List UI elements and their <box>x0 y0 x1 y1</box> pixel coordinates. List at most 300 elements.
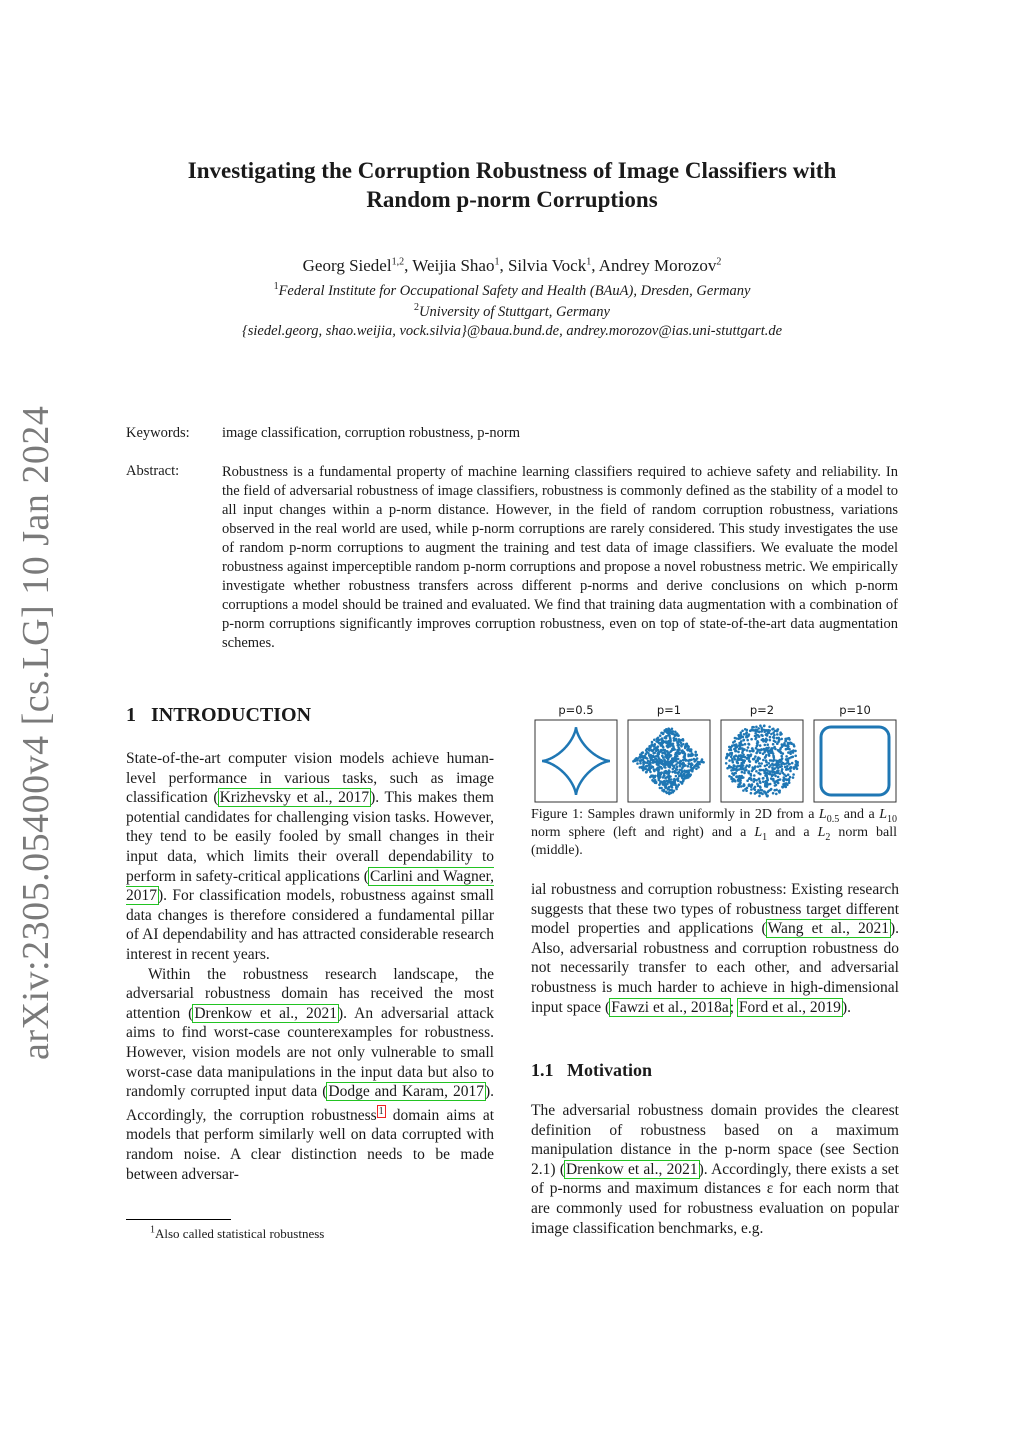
sample-point <box>666 731 669 734</box>
sample-point <box>669 736 672 739</box>
sample-point <box>750 788 753 791</box>
sample-point <box>732 741 735 744</box>
sample-point <box>644 761 647 764</box>
sample-point <box>741 777 744 780</box>
sample-point <box>733 779 736 782</box>
sample-point <box>780 765 783 768</box>
sample-point <box>687 765 690 768</box>
sample-point <box>653 739 656 742</box>
sample-point <box>783 785 786 788</box>
sample-point <box>672 768 675 771</box>
sample-point <box>659 787 662 790</box>
sample-point <box>783 773 786 776</box>
sample-point <box>744 728 747 731</box>
sample-point <box>742 789 745 792</box>
sample-point <box>649 746 652 749</box>
sample-point <box>769 759 772 762</box>
sample-point <box>658 751 661 754</box>
sample-point <box>766 732 769 735</box>
sample-point <box>772 731 775 734</box>
sample-point <box>796 768 799 771</box>
sample-point <box>748 733 751 736</box>
right-column-paragraph <box>531 880 899 1017</box>
sample-point <box>768 729 771 732</box>
sample-point <box>762 753 765 756</box>
sample-point <box>666 780 669 783</box>
sample-point <box>765 759 768 762</box>
sample-point <box>758 749 761 752</box>
sample-point <box>739 734 742 737</box>
sample-point <box>677 758 680 761</box>
sample-point <box>754 755 757 758</box>
citation-link[interactable]: Carlini and Wagner, 2017 <box>126 867 494 905</box>
sample-point <box>736 760 739 763</box>
sample-point <box>793 766 796 769</box>
text-run: Figure 1: Samples drawn uniformly in 2D from a <box>531 807 819 822</box>
sample-point <box>677 746 680 749</box>
sample-point <box>685 759 688 762</box>
text-run: ). Accordingly, there exists a set of p-norms and maximum distances ε for each norm that are commonly used for robustness evaluation on popular image classification benchmarks, e.g. <box>531 1160 899 1237</box>
sample-point <box>685 777 688 780</box>
sample-point <box>787 773 790 776</box>
sample-point <box>756 740 759 743</box>
citation-link[interactable]: Wang et al., 2021 <box>767 920 889 938</box>
sample-point <box>789 770 792 773</box>
sample-point <box>757 765 760 768</box>
sample-point <box>759 782 762 785</box>
sample-point <box>677 734 680 737</box>
section-title: INTRODUCTION <box>151 704 312 726</box>
text-run: and a <box>839 807 880 822</box>
subsection-title: Motivation <box>567 1060 652 1080</box>
sample-point <box>676 755 679 758</box>
citation-link[interactable]: Drenkow et al., 2021 <box>194 1004 338 1022</box>
sample-point <box>743 748 746 751</box>
sample-point <box>763 730 766 733</box>
sample-point <box>663 782 666 785</box>
text-run: Within the robustness research landscape, the adversarial robustness domain has received the most attention ( <box>126 965 494 1022</box>
sample-point <box>664 737 667 740</box>
sample-point <box>741 730 744 733</box>
sample-point <box>695 768 698 771</box>
sample-point <box>779 778 782 781</box>
sample-point <box>739 747 742 750</box>
sample-point <box>752 726 755 729</box>
sample-point <box>740 764 743 767</box>
sample-point <box>643 755 646 758</box>
math-subscript: 2 <box>825 831 831 843</box>
sample-point <box>769 770 772 773</box>
sample-point <box>768 762 771 765</box>
sample-point <box>687 755 690 758</box>
sample-point <box>668 770 671 773</box>
sample-point <box>763 748 766 751</box>
sample-point <box>761 734 764 737</box>
sample-point <box>794 755 797 758</box>
sample-point <box>682 752 685 755</box>
sample-point <box>761 789 764 792</box>
sample-point <box>749 750 752 753</box>
sample-point <box>787 761 790 764</box>
sample-point <box>678 761 681 764</box>
sample-point <box>774 784 777 787</box>
panel-label-p1: p=1 <box>656 703 682 717</box>
sample-point <box>666 762 669 765</box>
sample-point <box>675 775 678 778</box>
sample-point <box>766 794 769 797</box>
sample-point <box>788 738 791 741</box>
text-run: domain aims at models that perform similarly well on data corrupted with random noise. A clear distinction needs to be made between adversar- <box>126 1106 494 1183</box>
sample-point <box>777 737 780 740</box>
sample-point <box>660 732 663 735</box>
sample-point <box>785 755 788 758</box>
sample-point <box>782 783 785 786</box>
sample-point <box>760 762 763 765</box>
l2-ball-samples <box>725 724 799 797</box>
sample-point <box>772 779 775 782</box>
title-line-1: Investigating the Corruption Robustness of Image Classifiers with <box>187 158 837 183</box>
sample-point <box>667 787 670 790</box>
sample-point <box>791 762 794 765</box>
sample-point <box>759 751 762 754</box>
sample-point <box>750 738 753 741</box>
citation-link[interactable]: Drenkow et al., 2021 <box>565 1160 698 1178</box>
citation-link[interactable]: Dodge and Karam, 2017 <box>328 1083 484 1101</box>
text-run: ; <box>729 998 738 1016</box>
sample-point <box>657 737 660 740</box>
sample-point <box>759 785 762 788</box>
sample-point <box>786 748 789 751</box>
sample-point <box>789 751 792 754</box>
sample-point <box>651 779 654 782</box>
sample-point <box>774 741 777 744</box>
sample-point <box>691 770 694 773</box>
sample-point <box>769 783 772 786</box>
sample-point <box>762 777 765 780</box>
sample-point <box>759 744 762 747</box>
sample-point <box>740 762 743 765</box>
sample-point <box>747 743 750 746</box>
motivation-paragraph <box>531 1101 899 1238</box>
left-column <box>126 749 494 1184</box>
arxiv-identifier: arXiv:2305.05400v4 [cs.LG] 10 Jan 2024 <box>15 405 57 1060</box>
sample-point <box>672 747 675 750</box>
sample-point <box>771 749 774 752</box>
footnote-link[interactable]: 1 <box>378 1105 384 1117</box>
text-run: ial robustness and corruption robustness: Existing research suggests that these two types of robustness target different model properties and applications ( <box>531 881 899 938</box>
keywords-label: Keywords: <box>126 425 190 441</box>
text-run: ). For classification models, robustness against small data changes is therefore considered a fundamental pillar of AI dependability and has attracted considerable research interest in recent years. <box>126 887 494 963</box>
math-subscript: 1 <box>762 831 768 843</box>
sample-point <box>782 752 785 755</box>
sample-point <box>669 782 672 785</box>
sample-point <box>782 744 785 747</box>
affiliation-2-text: University of Stuttgart, Germany <box>419 304 610 320</box>
math-symbol: L <box>879 807 887 822</box>
sample-point <box>696 761 699 764</box>
sample-point <box>652 760 655 763</box>
sample-point <box>786 768 789 771</box>
sample-point <box>784 740 787 743</box>
sample-point <box>743 733 746 736</box>
citation-link[interactable]: Krizhevsky et al., 2017 <box>219 789 370 807</box>
sample-point <box>767 750 770 753</box>
affiliation-1-text: Federal Institute for Occupational Safety and Health (BAuA), Dresden, Germany <box>278 283 751 299</box>
sample-point <box>649 756 652 759</box>
sample-point <box>759 765 762 768</box>
sample-point <box>774 775 777 778</box>
sample-point <box>676 751 679 754</box>
sample-point <box>731 772 734 775</box>
sample-point <box>685 744 688 747</box>
right-paragraph-1 <box>531 880 899 1017</box>
sample-point <box>780 755 783 758</box>
sample-point <box>750 784 753 787</box>
sample-point <box>737 751 740 754</box>
figure-1-plots <box>534 719 898 803</box>
sample-point <box>773 789 776 792</box>
sample-point <box>689 773 692 776</box>
sample-point <box>741 756 744 759</box>
sample-point <box>680 745 683 748</box>
l1-ball-samples <box>632 727 705 795</box>
sample-point <box>732 761 735 764</box>
sample-point <box>670 762 673 765</box>
sample-point <box>757 756 760 759</box>
sample-point <box>742 739 745 742</box>
sample-point <box>766 776 769 779</box>
author-4: Andrey Morozov <box>598 256 717 275</box>
sample-point <box>789 767 792 770</box>
sample-point <box>675 763 678 766</box>
sample-point <box>669 754 672 757</box>
subsection-number: 1.1 <box>531 1060 554 1080</box>
intro-paragraph-1 <box>126 749 494 965</box>
sample-point <box>778 791 781 794</box>
sample-point <box>792 749 795 752</box>
sample-point <box>761 793 764 796</box>
sample-point <box>766 743 769 746</box>
sample-point <box>671 771 674 774</box>
sample-point <box>753 778 756 781</box>
sample-point <box>690 755 693 758</box>
sample-point <box>749 773 752 776</box>
sample-point <box>655 747 658 750</box>
sample-point <box>675 788 678 791</box>
math-subscript: 10 <box>887 813 897 825</box>
sample-point <box>693 758 696 761</box>
sample-point <box>776 733 779 736</box>
sample-point <box>673 765 676 768</box>
sample-point <box>642 765 645 768</box>
sample-point <box>754 732 757 735</box>
sample-point <box>669 739 672 742</box>
sample-point <box>753 774 756 777</box>
sample-point <box>725 762 728 765</box>
sample-point <box>772 743 775 746</box>
paper-title <box>112 156 912 214</box>
sample-point <box>681 774 684 777</box>
citation-link[interactable]: Fawzi et al., 2018a <box>611 998 729 1016</box>
sample-point <box>661 789 664 792</box>
sample-point <box>682 743 685 746</box>
title-line-2: Random p-norm Corruptions <box>366 187 658 212</box>
sample-point <box>689 759 692 762</box>
text-run: ). This makes them potential candidates for challenging vision tasks. However, they tend to be easily fooled by small changes in their input data, which limits their overall dependability to perform in safety-critical applications ( <box>126 789 494 885</box>
sample-point <box>775 780 778 783</box>
sample-point <box>792 773 795 776</box>
sample-point <box>682 762 685 765</box>
sample-point <box>730 756 733 759</box>
sample-point <box>746 779 749 782</box>
author-1-affil: 1,2 <box>391 256 405 268</box>
sample-point <box>670 749 673 752</box>
affiliation-1 <box>112 283 912 300</box>
sample-point <box>750 753 753 756</box>
sample-point <box>639 762 642 765</box>
sample-point <box>787 745 790 748</box>
sample-point <box>762 781 765 784</box>
sample-point <box>751 770 754 773</box>
sample-point <box>733 765 736 768</box>
sample-point <box>751 766 754 769</box>
sample-point <box>687 747 690 750</box>
sample-point <box>728 754 731 757</box>
sample-point <box>751 750 754 753</box>
sample-point <box>664 766 667 769</box>
sample-point <box>768 754 771 757</box>
sample-point <box>739 743 742 746</box>
affiliation-2 <box>112 304 912 321</box>
sample-point <box>773 758 776 761</box>
abstract-label: Abstract: <box>126 463 180 479</box>
sample-point <box>771 770 774 773</box>
sample-point <box>661 739 664 742</box>
sample-point <box>726 767 729 770</box>
sample-point <box>768 726 771 729</box>
sample-point <box>735 754 738 757</box>
sample-point <box>743 772 746 775</box>
sample-point <box>739 737 742 740</box>
sample-point <box>677 772 680 775</box>
sample-point <box>658 758 661 761</box>
sample-point <box>656 767 659 770</box>
math-symbol: L <box>754 825 763 840</box>
sample-point <box>735 765 738 768</box>
sample-point <box>645 765 648 768</box>
sample-point <box>735 768 738 771</box>
sample-point <box>663 758 666 761</box>
sample-point <box>738 786 741 789</box>
sample-point <box>792 776 795 779</box>
math-symbol: L <box>818 807 827 822</box>
sample-point <box>777 741 780 744</box>
author-3-affil: 1 <box>586 256 592 268</box>
sample-point <box>781 768 784 771</box>
sample-point <box>748 770 751 773</box>
affiliation-2-mark: 2 <box>414 302 420 314</box>
sample-point <box>769 736 772 739</box>
sample-point <box>642 759 645 762</box>
panel-label-p05: p=0.5 <box>558 703 594 717</box>
sample-point <box>745 769 748 772</box>
sample-point <box>748 785 751 788</box>
sample-point <box>642 763 645 766</box>
sample-point <box>746 739 749 742</box>
sample-point <box>789 776 792 779</box>
text-run: The adversarial robustness domain provides the clearest definition of robustness based on a maximum manipulation distance in the p-norm space (see Section 2.1) ( <box>531 1102 899 1178</box>
text-run: and a <box>767 825 818 840</box>
panel-frame <box>814 720 896 802</box>
sample-point <box>668 777 671 780</box>
sample-point <box>774 748 777 751</box>
sample-point <box>755 726 758 729</box>
citation-link[interactable]: Ford et al., 2019 <box>738 998 841 1016</box>
figure-1 <box>534 703 898 803</box>
sample-point <box>664 749 667 752</box>
sample-point <box>660 771 663 774</box>
section-number: 1 <box>126 704 136 726</box>
sample-point <box>645 771 648 774</box>
sample-point <box>663 770 666 773</box>
sample-point <box>686 774 689 777</box>
sample-point <box>665 740 668 743</box>
footnote-divider <box>126 1219 231 1220</box>
sample-point <box>688 763 691 766</box>
sample-point <box>764 756 767 759</box>
sample-point <box>760 727 763 730</box>
sample-point <box>636 759 639 762</box>
sample-point <box>653 748 656 751</box>
sample-point <box>681 782 684 785</box>
sample-point <box>785 778 788 781</box>
footnote-mark: 1 <box>150 1224 155 1236</box>
sample-point <box>750 728 753 731</box>
text-run: ). Accordingly, the corruption robustness <box>126 1083 494 1124</box>
sample-point <box>744 756 747 759</box>
sample-point <box>670 744 673 747</box>
sample-point <box>734 750 737 753</box>
sample-point <box>776 730 779 733</box>
sample-point <box>787 751 790 754</box>
sample-point <box>755 770 758 773</box>
sample-point <box>753 758 756 761</box>
sample-point <box>652 774 655 777</box>
sample-point <box>771 728 774 731</box>
sample-point <box>766 785 769 788</box>
section-heading <box>126 704 311 727</box>
sample-point <box>642 769 645 772</box>
sample-point <box>660 766 663 769</box>
intro-paragraph-2 <box>126 965 494 1185</box>
sample-point <box>728 765 731 768</box>
sample-point <box>777 769 780 772</box>
sample-point <box>670 760 673 763</box>
sample-point <box>756 744 759 747</box>
sample-point <box>697 766 700 769</box>
sample-point <box>777 763 780 766</box>
sample-point <box>758 731 761 734</box>
sample-point <box>741 771 744 774</box>
astroid-curve <box>542 727 610 795</box>
sample-point <box>661 755 664 758</box>
sample-point <box>780 738 783 741</box>
sample-point <box>674 760 677 763</box>
sample-point <box>746 749 749 752</box>
sample-point <box>648 764 651 767</box>
sample-point <box>650 765 653 768</box>
sample-point <box>769 764 772 767</box>
